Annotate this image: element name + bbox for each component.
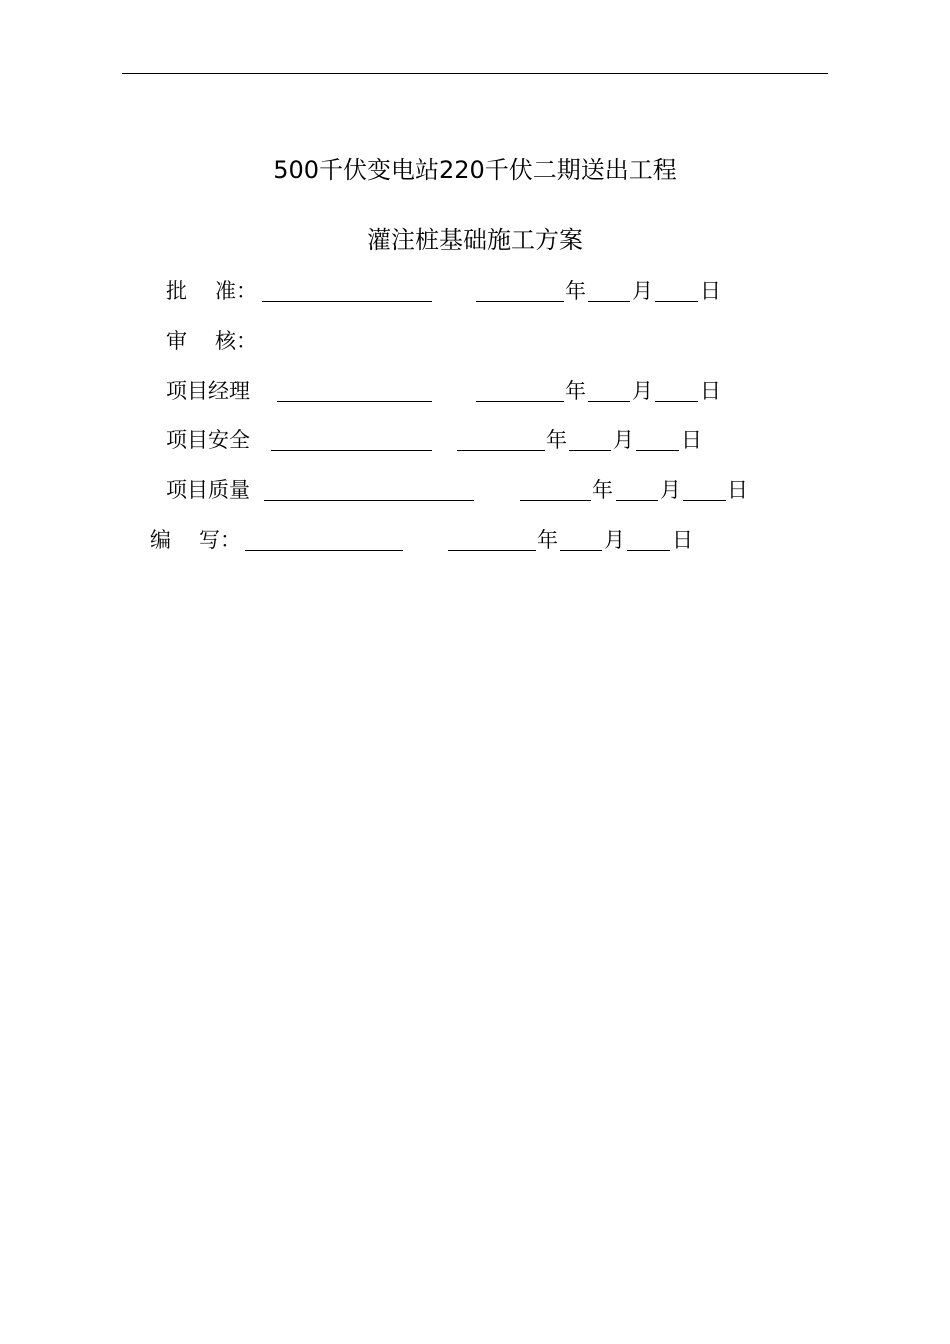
approve-year-blank[interactable] (476, 301, 564, 302)
project-safety-label: 项目安全 (166, 428, 250, 452)
author-year-blank[interactable] (448, 550, 536, 551)
author-day-unit: 日 (672, 528, 693, 552)
project-manager-day-unit: 日 (700, 379, 721, 403)
project-manager-month-unit: 月 (632, 379, 653, 403)
approve-day-blank[interactable] (655, 301, 698, 302)
project-manager-year-blank[interactable] (476, 401, 564, 402)
document-title: 500千伏变电站220千伏二期送出工程 (273, 156, 677, 184)
project-safety-year-unit: 年 (546, 428, 567, 452)
author-day-blank[interactable] (627, 550, 670, 551)
project-quality-label: 项目质量 (166, 478, 250, 502)
project-safety-signature-blank[interactable] (271, 450, 432, 451)
approve-month-unit: 月 (632, 279, 653, 303)
approve-signature-blank[interactable] (262, 301, 432, 302)
project-manager-month-blank[interactable] (588, 401, 630, 402)
author-month-blank[interactable] (560, 550, 602, 551)
project-manager-year-unit: 年 (565, 379, 586, 403)
approve-row (0, 276, 950, 306)
project-manager-signature-blank[interactable] (277, 401, 432, 402)
approve-label-char-2: 准： (215, 279, 257, 303)
approve-year-unit: 年 (565, 279, 586, 303)
review-label-char-2: 核： (215, 329, 257, 353)
approve-label-char-1: 批 (166, 279, 187, 303)
project-quality-row (0, 475, 950, 505)
project-quality-month-unit: 月 (660, 478, 681, 502)
project-manager-row (0, 376, 950, 406)
project-safety-row (0, 425, 950, 455)
document-subtitle: 灌注桩基础施工方案 (367, 226, 583, 254)
review-label-char-1: 审 (166, 329, 187, 353)
header-rule (122, 73, 828, 74)
author-label-char-2: 写： (199, 528, 241, 552)
author-month-unit: 月 (604, 528, 625, 552)
project-quality-month-blank[interactable] (616, 500, 658, 501)
project-safety-day-blank[interactable] (636, 450, 679, 451)
author-row (0, 525, 950, 555)
project-safety-year-blank[interactable] (457, 450, 545, 451)
project-safety-month-blank[interactable] (569, 450, 611, 451)
approve-month-blank[interactable] (588, 301, 630, 302)
approve-day-unit: 日 (700, 279, 721, 303)
review-row (0, 326, 950, 356)
project-quality-day-blank[interactable] (683, 500, 726, 501)
project-quality-signature-blank[interactable] (264, 500, 474, 501)
project-manager-day-blank[interactable] (655, 401, 698, 402)
project-quality-year-unit: 年 (592, 478, 613, 502)
project-safety-month-unit: 月 (613, 428, 634, 452)
project-quality-year-blank[interactable] (520, 500, 591, 501)
project-safety-day-unit: 日 (681, 428, 702, 452)
project-manager-label: 项目经理 (166, 379, 250, 403)
author-label-char-1: 编 (150, 528, 171, 552)
project-quality-day-unit: 日 (727, 478, 748, 502)
author-year-unit: 年 (537, 528, 558, 552)
author-signature-blank[interactable] (245, 550, 403, 551)
